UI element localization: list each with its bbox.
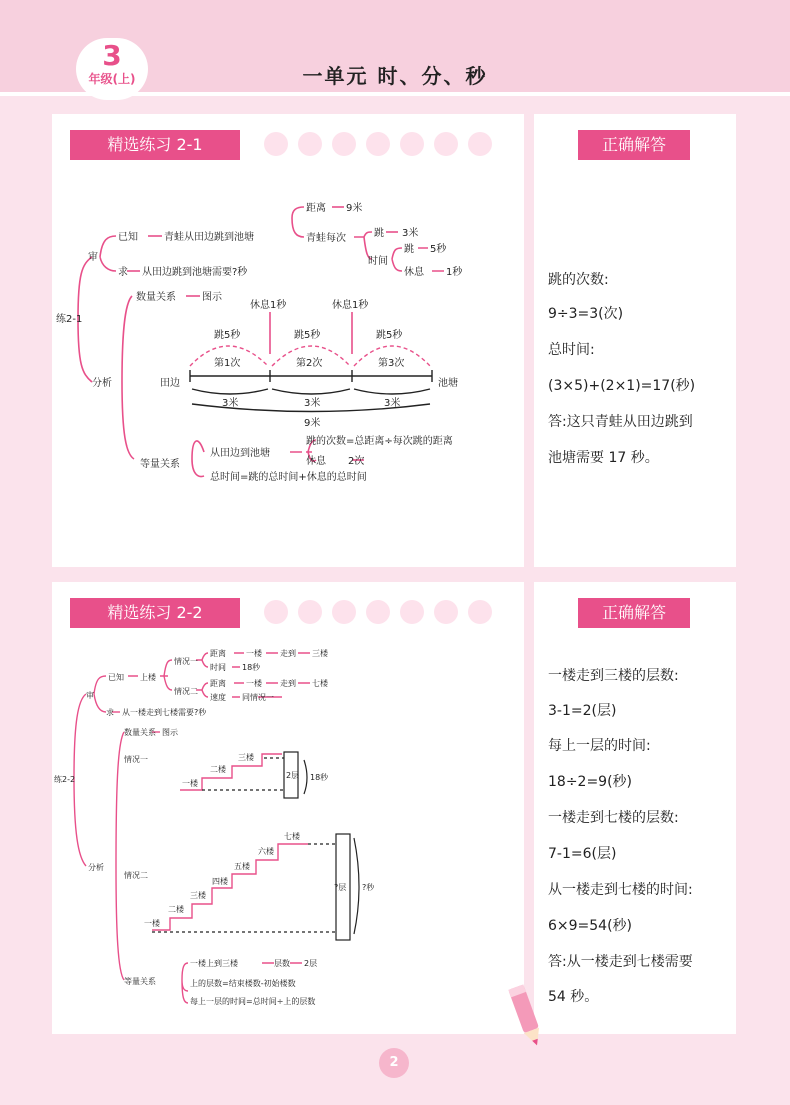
svg-text:分析: 分析 (92, 378, 112, 389)
svg-text:9米: 9米 (304, 418, 321, 429)
svg-text:池塘: 池塘 (438, 378, 458, 389)
unit-title: 一单元 时、分、秒 (302, 64, 488, 88)
svg-text:每上一层的时间=总时间÷上的层数: 每上一层的时间=总时间÷上的层数 (190, 997, 316, 1006)
svg-text:三楼: 三楼 (312, 649, 328, 658)
svg-text:休息: 休息 (404, 267, 424, 278)
svg-text:层数: 层数 (274, 959, 290, 968)
svg-text:3米: 3米 (304, 398, 321, 409)
svg-text:从田边到池塘: 从田边到池塘 (210, 448, 270, 459)
svg-text:距离: 距离 (210, 679, 226, 688)
answer-line: 一楼走到三楼的层数: (548, 668, 679, 684)
svg-text:等量关系: 等量关系 (140, 459, 180, 470)
svg-text:一楼: 一楼 (182, 779, 198, 788)
svg-text:五楼: 五楼 (234, 862, 250, 871)
svg-text:第3次: 第3次 (378, 358, 405, 369)
exercise-panel-1 (52, 114, 524, 567)
svg-text:走到: 走到 (280, 649, 296, 658)
answer-line: 从一楼走到七楼的时间: (548, 882, 693, 898)
svg-text:跳: 跳 (404, 244, 414, 255)
grade-label: 年级(上) (88, 72, 136, 86)
svg-text:三楼: 三楼 (238, 753, 254, 762)
svg-text:情况二: 情况二 (124, 871, 148, 880)
answer-line: (3×5)+(2×1)=17(秒) (548, 378, 696, 394)
svg-text:一楼: 一楼 (246, 679, 262, 688)
svg-text:青蛙从田边跳到池塘: 青蛙从田边跳到池塘 (164, 232, 254, 243)
svg-text:情况一: 情况一 (124, 755, 148, 764)
svg-text:2层: 2层 (286, 771, 300, 780)
svg-text:求: 求 (118, 267, 128, 278)
svg-text:二楼: 二楼 (210, 765, 226, 774)
svg-text:已知: 已知 (108, 673, 124, 682)
svg-text:跳: 跳 (374, 228, 384, 239)
svg-text:跳的次数=总距离÷每次跳的距离: 跳的次数=总距离÷每次跳的距离 (306, 436, 453, 447)
svg-text:第1次: 第1次 (214, 358, 241, 369)
svg-text:七楼: 七楼 (284, 832, 300, 841)
answer-tag: 正确解答 (578, 598, 690, 628)
svg-text:跳5秒: 跳5秒 (294, 330, 321, 341)
svg-text:?秒: ?秒 (362, 883, 375, 892)
svg-text:3米: 3米 (402, 228, 419, 239)
answer-line: 跳的次数: (548, 272, 609, 288)
svg-text:分析: 分析 (88, 863, 104, 872)
answer-line: 池塘需要 17 秒。 (548, 450, 659, 466)
svg-text:距离: 距离 (210, 649, 226, 658)
answer-line: 一楼走到七楼的层数: (548, 810, 679, 826)
svg-text:跳5秒: 跳5秒 (214, 330, 241, 341)
svg-text:走到: 走到 (280, 679, 296, 688)
root-label: 练2-1 (56, 314, 83, 325)
svg-text:三楼: 三楼 (190, 891, 206, 900)
svg-text:2次: 2次 (348, 456, 365, 467)
svg-text:情况二: 情况二 (174, 687, 198, 696)
svg-text:已知: 已知 (118, 232, 138, 243)
svg-text:5秒: 5秒 (430, 244, 447, 255)
answer-line: 7-1=6(层) (548, 846, 617, 862)
mind-map-2-1 (52, 114, 524, 567)
answer-line: 18÷2=9(秒) (548, 774, 633, 790)
svg-text:一楼: 一楼 (144, 919, 160, 928)
answer-line: 6×9=54(秒) (548, 918, 633, 934)
svg-text:时间: 时间 (368, 256, 388, 267)
grade-number: 3 (102, 39, 122, 72)
answer-line: 答:从一楼走到七楼需要 (548, 954, 693, 970)
answer-line: 9÷3=3(次) (548, 306, 624, 322)
svg-text:上的层数=结束楼数-初始楼数: 上的层数=结束楼数-初始楼数 (190, 979, 296, 988)
exercise-title-tag: 精选练习 2-1 (70, 130, 240, 160)
answer-line: 总时间: (548, 342, 595, 358)
pencil-icon (502, 975, 552, 1055)
svg-text:一楼: 一楼 (246, 649, 262, 658)
svg-text:2层: 2层 (304, 959, 318, 968)
svg-text:休息1秒: 休息1秒 (332, 300, 369, 311)
answer-panel-1 (534, 114, 736, 567)
svg-text:图示: 图示 (202, 292, 222, 303)
svg-text:第2次: 第2次 (296, 358, 323, 369)
svg-text:田边: 田边 (160, 378, 180, 389)
svg-text:四楼: 四楼 (212, 877, 228, 886)
svg-text:同情况一: 同情况一 (242, 693, 274, 702)
svg-text:数量关系: 数量关系 (124, 728, 156, 737)
svg-text:六楼: 六楼 (258, 847, 274, 856)
svg-text:七楼: 七楼 (312, 679, 328, 688)
svg-text:练2-2: 练2-2 (54, 775, 76, 784)
svg-text:从一楼走到七楼需要?秒: 从一楼走到七楼需要?秒 (122, 708, 207, 717)
svg-text:审: 审 (86, 691, 94, 700)
answer-line: 每上一层的时间: (548, 738, 651, 754)
svg-text:从田边跳到池塘需要?秒: 从田边跳到池塘需要?秒 (142, 267, 248, 278)
answer-line: 答:这只青蛙从田边跳到 (548, 414, 693, 430)
svg-text:3米: 3米 (384, 398, 401, 409)
svg-text:图示: 图示 (162, 728, 178, 737)
svg-text:审: 审 (88, 252, 98, 263)
mind-map-2-2 (52, 582, 524, 1034)
svg-text:求: 求 (106, 708, 114, 717)
svg-text:休息: 休息 (306, 456, 326, 467)
svg-text:休息1秒: 休息1秒 (250, 300, 287, 311)
svg-text:上楼: 上楼 (140, 673, 156, 682)
svg-text:一楼上到三楼: 一楼上到三楼 (190, 959, 238, 968)
svg-text:情况一: 情况一 (174, 657, 198, 666)
svg-text:18秒: 18秒 (310, 773, 329, 782)
answer-line: 54 秒。 (548, 989, 599, 1005)
svg-text:时间: 时间 (210, 663, 226, 672)
answer-line: 3-1=2(层) (548, 703, 617, 719)
answer-panel-2 (534, 582, 736, 1034)
exercise-title-tag: 精选练习 2-2 (70, 598, 240, 628)
exercise-panel-2 (52, 582, 524, 1034)
answer-tag: 正确解答 (578, 130, 690, 160)
svg-text:等量关系: 等量关系 (124, 977, 156, 986)
svg-text:跳5秒: 跳5秒 (376, 330, 403, 341)
svg-text:3米: 3米 (222, 398, 239, 409)
svg-text:二楼: 二楼 (168, 905, 184, 914)
svg-text:数量关系: 数量关系 (136, 292, 176, 303)
svg-text:?层: ?层 (334, 883, 347, 892)
svg-text:总时间=跳的总时间+休息的总时间: 总时间=跳的总时间+休息的总时间 (210, 472, 367, 483)
svg-text:18秒: 18秒 (242, 663, 261, 672)
svg-text:1秒: 1秒 (446, 267, 463, 278)
page-number: 2 (379, 1048, 409, 1078)
svg-text:速度: 速度 (210, 693, 226, 702)
svg-text:9米: 9米 (346, 203, 363, 214)
svg-text:青蛙每次: 青蛙每次 (306, 233, 346, 244)
svg-text:距离: 距离 (306, 203, 326, 214)
